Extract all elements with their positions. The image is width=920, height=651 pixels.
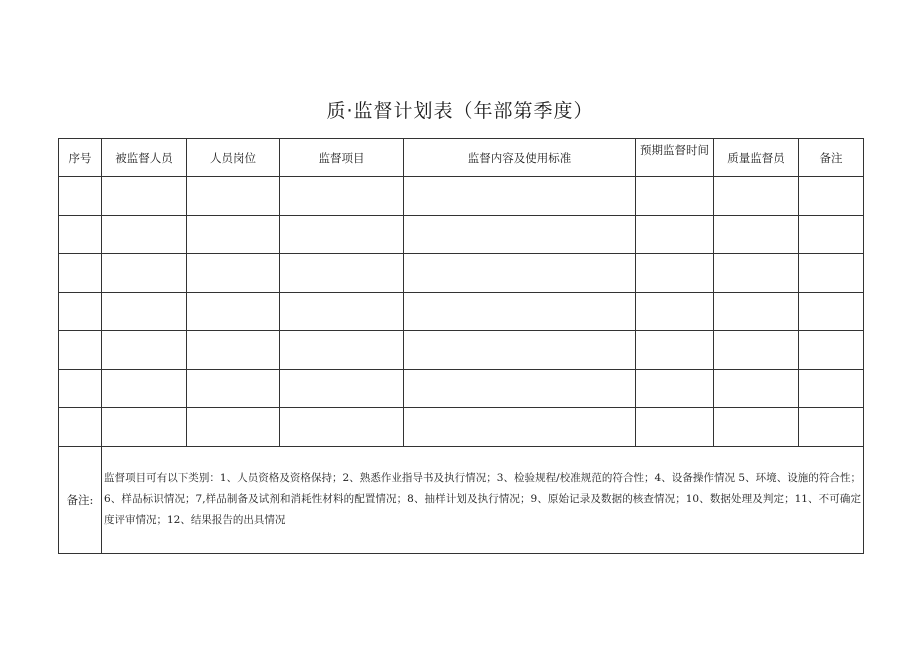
table-cell[interactable]	[636, 292, 714, 331]
header-remarks: 备注	[799, 139, 864, 177]
header-person-position: 人员岗位	[187, 139, 280, 177]
table-cell[interactable]	[799, 254, 864, 293]
table-cell[interactable]	[187, 369, 280, 408]
table-cell[interactable]	[636, 215, 714, 254]
table-cell[interactable]	[636, 331, 714, 370]
table-cell[interactable]	[280, 369, 404, 408]
table-cell[interactable]	[59, 215, 102, 254]
table-cell[interactable]	[714, 408, 799, 447]
table-cell[interactable]	[714, 292, 799, 331]
table-cell[interactable]	[799, 369, 864, 408]
table-cell[interactable]	[636, 408, 714, 447]
header-content-and-standard: 监督内容及使用标准	[404, 139, 636, 177]
table-cell[interactable]	[799, 331, 864, 370]
table-cell[interactable]	[404, 292, 636, 331]
table-cell[interactable]	[280, 292, 404, 331]
table-cell[interactable]	[102, 254, 187, 293]
table-cell[interactable]	[404, 177, 636, 216]
table-cell[interactable]	[280, 215, 404, 254]
table-cell[interactable]	[404, 408, 636, 447]
table-row	[59, 292, 864, 331]
table-cell[interactable]	[636, 369, 714, 408]
table-cell[interactable]	[714, 177, 799, 216]
table-cell[interactable]	[187, 292, 280, 331]
page-title: 质·监督计划表（年部第季度）	[326, 100, 594, 122]
table-cell[interactable]	[102, 408, 187, 447]
header-expected-time: 预期监督时间	[636, 139, 714, 177]
table-cell[interactable]	[280, 331, 404, 370]
notes-text: 监督项目可有以下类别：1、人员资格及资格保持；2、熟悉作业指导书及执行情况；3、检验规程/校准规范的符合性；4、设备操作情况 5、环境、设施的符合性；6、样品标识情况；7,样品制备及试剂和消耗性材料的配置情况；8、抽样计划及执行情况；9、原始记录及数据的核查情况；10、数据处理及判定；11、不可确定度评审情况；12、结果报告的出具情况	[102, 446, 864, 553]
table-cell[interactable]	[102, 331, 187, 370]
table-row	[59, 215, 864, 254]
table-cell[interactable]	[280, 254, 404, 293]
table-cell[interactable]	[102, 292, 187, 331]
table-cell[interactable]	[59, 292, 102, 331]
header-row	[59, 139, 864, 177]
table-row	[59, 331, 864, 370]
table-cell[interactable]	[714, 331, 799, 370]
table-cell[interactable]	[799, 408, 864, 447]
table-row	[59, 254, 864, 293]
table-cell[interactable]	[799, 215, 864, 254]
header-supervision-item: 监督项目	[280, 139, 404, 177]
table-cell[interactable]	[59, 369, 102, 408]
table-cell[interactable]	[280, 177, 404, 216]
table-cell[interactable]	[59, 408, 102, 447]
table-cell[interactable]	[187, 331, 280, 370]
notes-row	[59, 446, 864, 553]
table-cell[interactable]	[102, 369, 187, 408]
table-cell[interactable]	[714, 215, 799, 254]
supervision-plan-table	[58, 138, 864, 554]
header-serial-number: 序号	[59, 139, 102, 177]
table-cell[interactable]	[59, 177, 102, 216]
table-cell[interactable]	[636, 177, 714, 216]
table-cell[interactable]	[102, 177, 187, 216]
table-cell[interactable]	[404, 369, 636, 408]
table-cell[interactable]	[404, 254, 636, 293]
table-row	[59, 408, 864, 447]
table-cell[interactable]	[59, 254, 102, 293]
table-cell[interactable]	[799, 177, 864, 216]
table-cell[interactable]	[59, 331, 102, 370]
table-cell[interactable]	[714, 254, 799, 293]
table-cell[interactable]	[714, 369, 799, 408]
table-row	[59, 177, 864, 216]
table-cell[interactable]	[404, 215, 636, 254]
table-cell[interactable]	[404, 331, 636, 370]
table-cell[interactable]	[187, 408, 280, 447]
table-row	[59, 369, 864, 408]
table-cell[interactable]	[187, 215, 280, 254]
table-cell[interactable]	[187, 254, 280, 293]
header-quality-supervisor: 质量监督员	[714, 139, 799, 177]
table-cell[interactable]	[636, 254, 714, 293]
table-cell[interactable]	[187, 177, 280, 216]
notes-label: 备注:	[59, 446, 102, 553]
header-supervised-person: 被监督人员	[102, 139, 187, 177]
table-cell[interactable]	[799, 292, 864, 331]
table-cell[interactable]	[280, 408, 404, 447]
table-cell[interactable]	[102, 215, 187, 254]
